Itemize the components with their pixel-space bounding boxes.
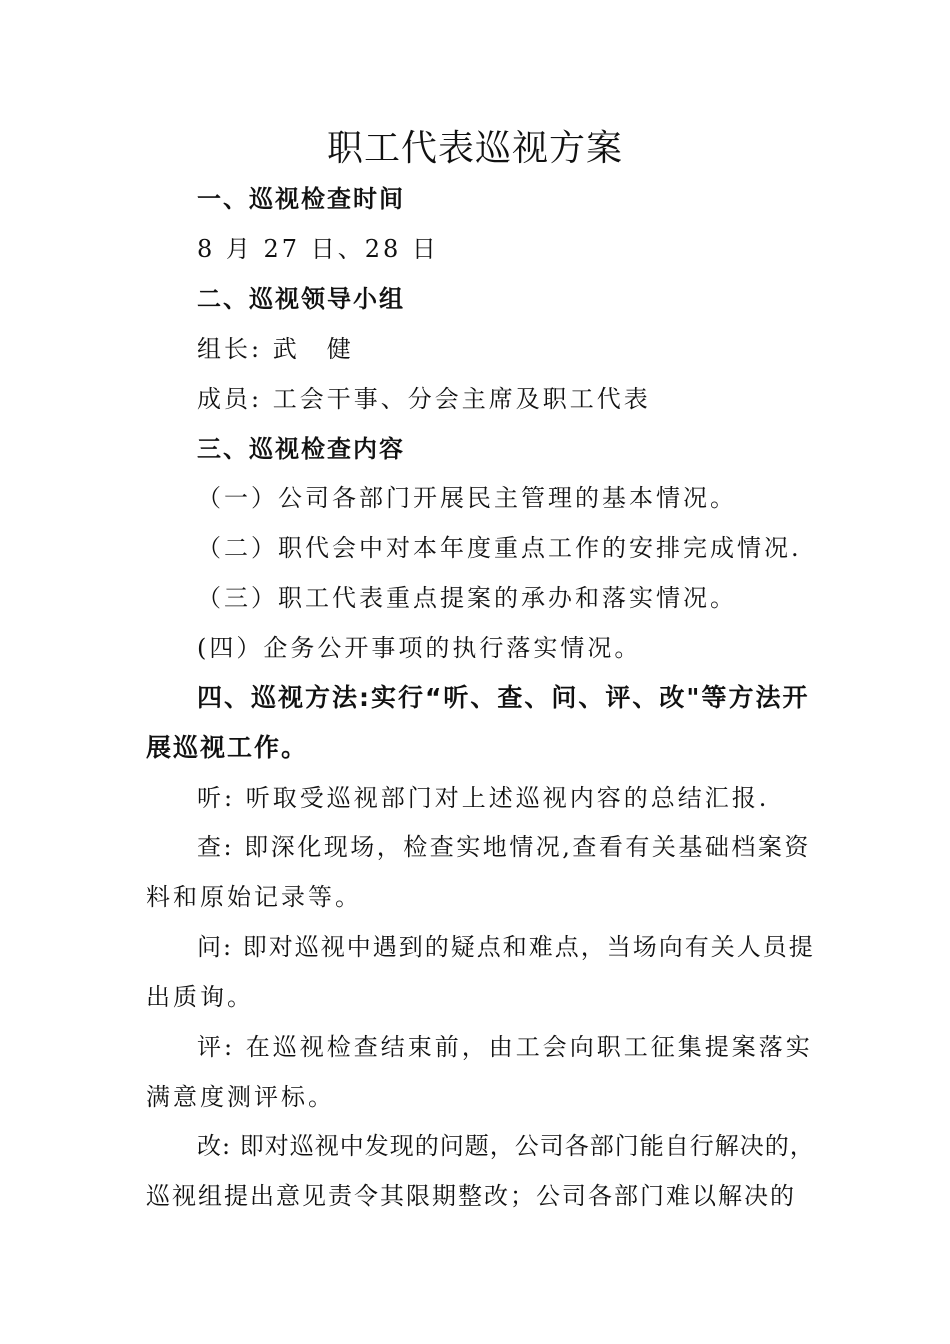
method-check: 查: 即深化现场，检查实地情况,查看有关基础档案资: [197, 833, 811, 861]
content-item: (四）企务公开事项的执行落实情况。: [197, 634, 642, 662]
content-item: （二）职代会中对本年度重点工作的安排完成情况.: [197, 534, 802, 562]
method-rectify-continued: 巡视组提出意见责令其限期整改；公司各部门难以解决的: [146, 1182, 796, 1210]
method-ask: 问: 即对巡视中遇到的疑点和难点，当场向有关人员提: [197, 933, 815, 961]
section-heading-method: 四、巡视方法:实行“听、查、问、评、改"等方法开: [197, 683, 810, 712]
section-heading-time: 一、巡视检查时间: [197, 185, 405, 213]
inspection-dates: 8 月 27 日、28 日: [197, 235, 439, 263]
method-rectify: 改: 即对巡视中发现的问题，公司各部门能自行解决的，: [197, 1132, 815, 1160]
document-title: 职工代表巡视方案: [326, 128, 623, 169]
group-leader: 组长: 武 健: [197, 335, 354, 363]
method-evaluate: 评: 在巡视检查结束前，由工会向职工征集提案落实: [197, 1033, 813, 1061]
method-evaluate-continued: 满意度测评标。: [146, 1083, 335, 1111]
content-item: （一）公司各部门开展民主管理的基本情况。: [197, 484, 737, 512]
group-members: 成员: 工会干事、分会主席及职工代表: [197, 385, 651, 413]
section-heading-leadership: 二、巡视领导小组: [197, 285, 405, 313]
method-listen: 听: 听取受巡视部门对上述巡视内容的总结汇报.: [197, 784, 770, 812]
content-item: （三）职工代表重点提案的承办和落实情况。: [197, 584, 737, 612]
method-ask-continued: 出质询。: [146, 983, 254, 1011]
section-heading-content: 三、巡视检查内容: [197, 435, 405, 463]
method-check-continued: 料和原始记录等。: [146, 883, 362, 911]
section-heading-method-continued: 展巡视工作。: [146, 733, 309, 762]
